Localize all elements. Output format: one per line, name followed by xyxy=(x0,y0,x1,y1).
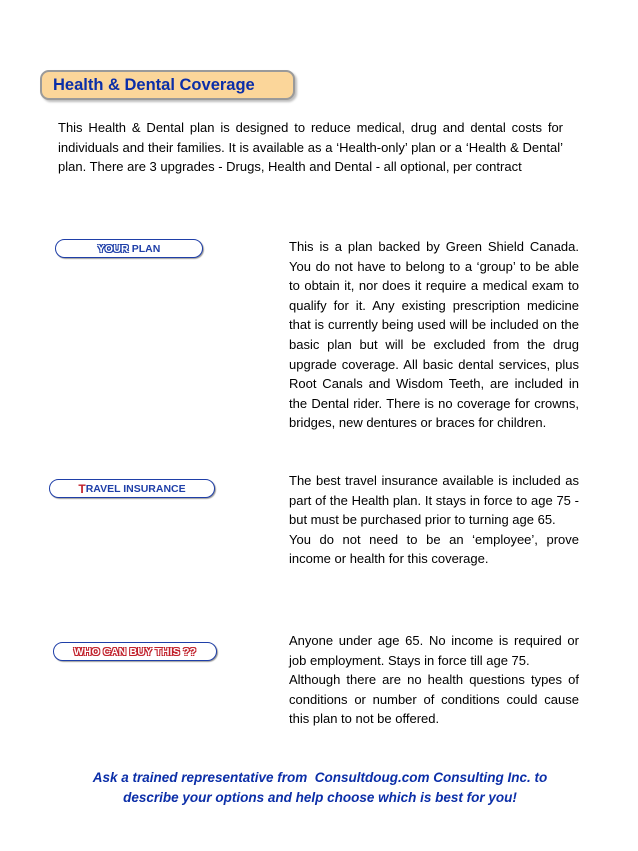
your-plan-section xyxy=(289,237,579,433)
call-to-action-line-1: Ask a trained representative from Consultdoug.com Consulting Inc. to xyxy=(92,770,548,785)
travel-insurance-tag-label: RAVEL INSURANCE xyxy=(85,482,186,495)
who-can-buy-body-2: Although there are no health questions types of conditions or number of conditions could cause this plan to not be offered. xyxy=(289,672,579,727)
travel-insurance-body-2: You do not need to be an ‘employee’, prove income or health for this coverage. xyxy=(289,531,579,567)
who-can-buy-tag-label: WHO CAN BUY THIS ?? xyxy=(73,645,197,658)
who-can-buy-section xyxy=(289,631,579,729)
call-to-action xyxy=(40,768,600,808)
intro-paragraph: This Health & Dental plan is designed to reduce medical, drug and dental costs for individuals and their families. It is available as a ‘Health-only’ plan or a ‘Health & Dental’ plan. There are 3 upgrades - Drugs, Health and Dental - all optional, per contract xyxy=(58,120,563,174)
your-plan-tag-label: PLAN xyxy=(128,242,161,255)
who-can-buy-tag xyxy=(53,642,217,661)
travel-insurance-section xyxy=(289,471,579,569)
your-plan-tag-emphasis: YOUR xyxy=(97,242,129,255)
call-to-action-line-2: describe your options and help choose which is best for you! xyxy=(123,790,517,805)
travel-insurance-body-1: The best travel insurance available is included as part of the Health plan. It stays in force to age 75 - but must be purchased prior to turning age 65. xyxy=(289,473,579,528)
your-plan-tag xyxy=(55,239,203,258)
page-title: Health & Dental Coverage xyxy=(40,70,295,100)
travel-insurance-tag xyxy=(49,479,215,498)
travel-insurance-tag-initial: T xyxy=(78,481,86,496)
your-plan-body: This is a plan backed by Green Shield Canada. You do not have to belong to a ‘group’ to be able to obtain it, nor does it require a medical exam to qualify for it. Any existing prescription medicine that is currently being used will be included on the basic plan but will be excluded from the drug upgrade coverage. All basic dental services, plus Root Canals and Wisdom Teeth, are included in the Dental rider. There is no coverage for crowns, bridges, new dentures or braces for children. xyxy=(289,239,579,431)
who-can-buy-body-1: Anyone under age 65. No income is required or job employment. Stays in force till age 75. xyxy=(289,633,579,668)
